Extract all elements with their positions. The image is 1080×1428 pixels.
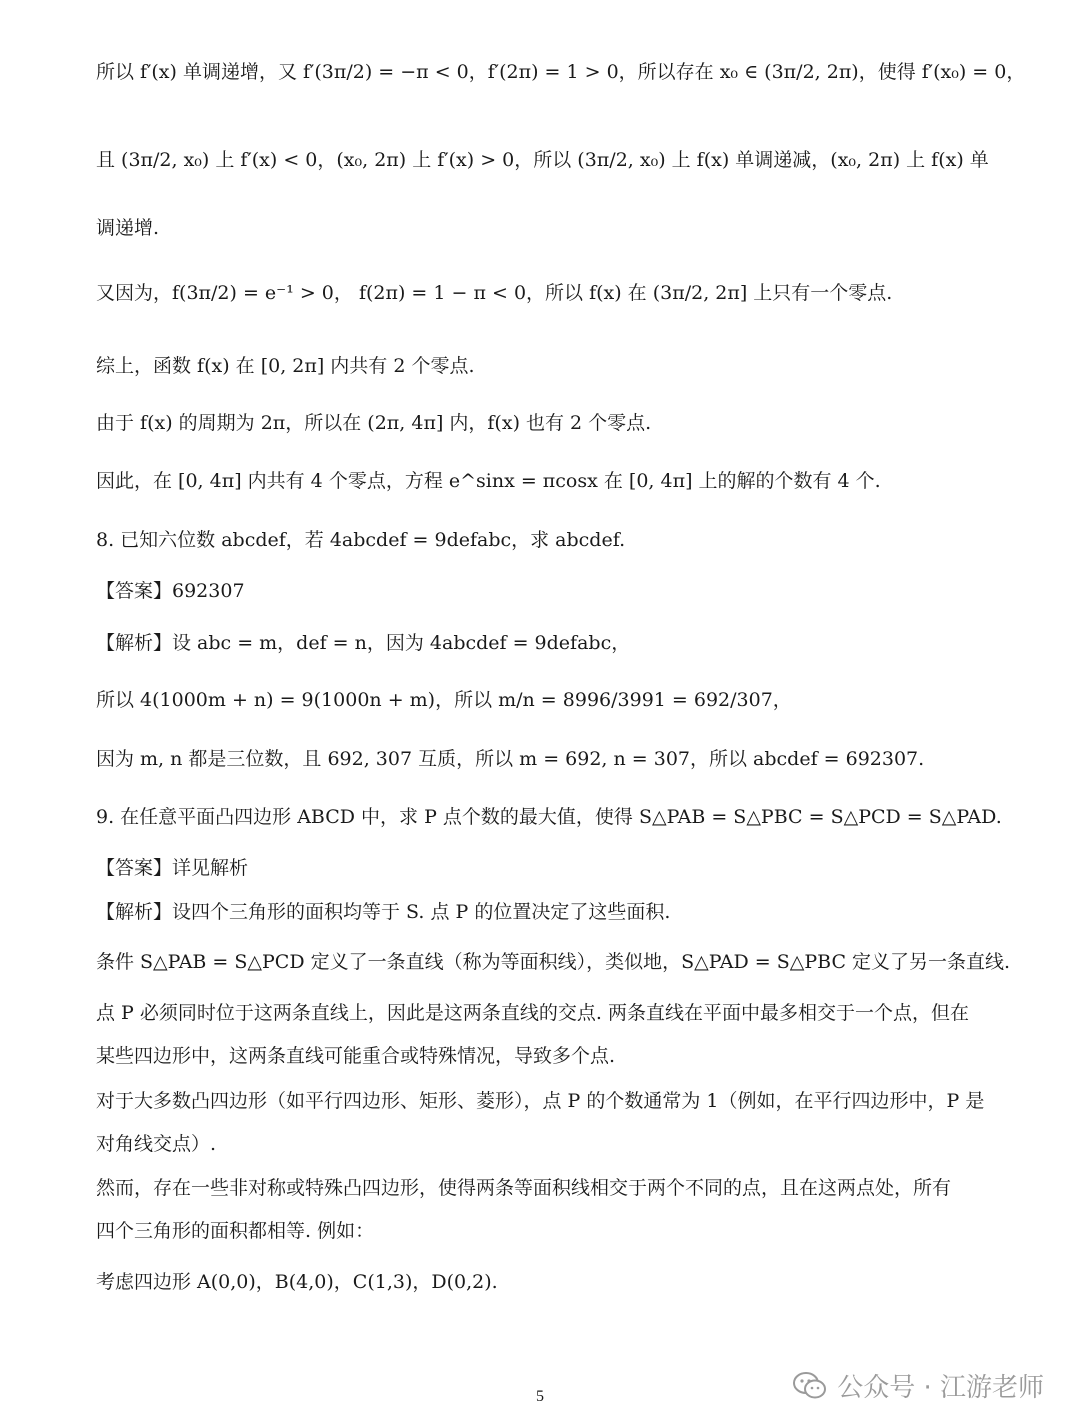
- text-line-6: 由于 f(x) 的周期为 2π，所以在 (2π, 4π] 内，f(x) 也有 2 个零点.: [96, 412, 652, 434]
- problem-9-solution-7: 然而，存在一些非对称或特殊凸四边形，使得两条等面积线相交于两个不同的点，且在这两点处，所有: [96, 1177, 952, 1199]
- problem-8-solution-1: 【解析】设 abc = m，def = n，因为 4abcdef = 9defabc，: [96, 632, 631, 654]
- problem-9-solution-5: 对于大多数凸四边形（如平行四边形、矩形、菱形），点 P 的个数通常为 1（例如，在平行四边形中，P 是: [96, 1090, 985, 1112]
- watermark-text: 公众号 · 江游老师: [837, 1373, 1044, 1403]
- problem-9-solution-3: 点 P 必须同时位于这两条直线上，因此是这两条直线的交点. 两条直线在平面中最多相交于一个点，但在: [96, 1002, 969, 1024]
- problem-8-solution-3: 因为 m, n 都是三位数，且 692, 307 互质，所以 m = 692, n = 307，所以 abcdef = 692307.: [96, 748, 925, 770]
- problem-8-answer: 【答案】692307: [96, 580, 245, 602]
- problem-9-solution-4: 某些四边形中，这两条直线可能重合或特殊情况，导致多个点.: [96, 1045, 616, 1067]
- text-line-1: 所以 f′(x) 单调递增，又 f′(3π/2) = −π < 0，f′(2π) = 1 > 0，所以存在 x₀ ∈ (3π/2, 2π)，使得 f′(x₀) = 0，: [96, 61, 1026, 83]
- text-line-4: 又因为，f(3π/2) = e⁻¹ > 0， f(2π) = 1 − π < 0，所以 f(x) 在 (3π/2, 2π] 上只有一个零点.: [96, 282, 893, 304]
- problem-8-solution-2: 所以 4(1000m + n) = 9(1000n + m)，所以 m/n = 8996/3991 = 692/307，: [96, 689, 792, 711]
- problem-8-title: 8. 已知六位数 abcdef，若 4abcdef = 9defabc，求 abcdef.: [96, 529, 626, 551]
- problem-9-answer: 【答案】详见解析: [96, 857, 249, 879]
- problem-9-solution-1: 【解析】设四个三角形的面积均等于 S. 点 P 的位置决定了这些面积.: [96, 901, 671, 923]
- problem-9-solution-6: 对角线交点）.: [96, 1133, 217, 1155]
- text-line-3: 调递增.: [96, 217, 160, 239]
- problem-9-title: 9. 在任意平面凸四边形 ABCD 中，求 P 点个数的最大值，使得 S△PAB = S△PBC = S△PCD = S△PAD.: [96, 806, 1002, 828]
- page-number: 5: [536, 1388, 544, 1405]
- problem-9-solution-9: 考虑四边形 A(0,0)，B(4,0)，C(1,3)，D(0,2).: [96, 1271, 498, 1293]
- text-line-5: 综上，函数 f(x) 在 [0, 2π] 内共有 2 个零点.: [96, 355, 475, 377]
- problem-9-solution-2: 条件 S△PAB = S△PCD 定义了一条直线（称为等面积线），类似地，S△PAD = S△PBC 定义了另一条直线.: [96, 951, 1011, 973]
- text-line-2: 且 (3π/2, x₀) 上 f′(x) < 0，(x₀, 2π) 上 f′(x) > 0，所以 (3π/2, x₀) 上 f(x) 单调递减，(x₀, 2π) 上 f(x) 单: [96, 149, 989, 171]
- problem-9-solution-8: 四个三角形的面积都相等. 例如：: [96, 1220, 375, 1242]
- text-line-7: 因此，在 [0, 4π] 内共有 4 个零点，方程 e^sinx = πcosx 在 [0, 4π] 上的解的个数有 4 个.: [96, 470, 881, 492]
